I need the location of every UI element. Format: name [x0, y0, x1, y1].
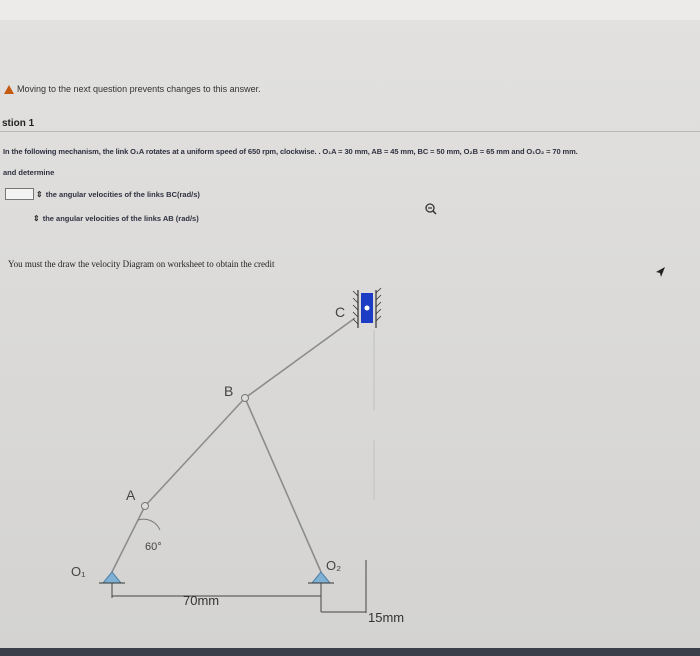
spinner-icon[interactable]: ⇕ — [36, 189, 43, 199]
subquestion-label: the angular velocities of the links AB (rad/s) — [42, 214, 199, 223]
warning-icon — [4, 85, 14, 94]
ground-support-o2 — [308, 572, 334, 583]
link-ab — [145, 398, 245, 506]
question-text: In the following mechanism, the link O₁A rotates at a uniform speed of 650 rpm, clockwise. . O₁A = 30 mm, AB = 45 mm, BC = 50 mm, O₂B = 65 mm and O₁O₂ = 70 mm. — [3, 147, 578, 156]
answer-input-bc[interactable] — [5, 188, 34, 200]
joint-a — [142, 503, 149, 510]
label-a: A — [126, 487, 136, 503]
slider-c — [353, 288, 381, 328]
link-o1a — [112, 506, 145, 572]
label-o1: O₁ — [71, 564, 86, 579]
link-o2b — [245, 398, 321, 572]
subquestion-bc — [5, 188, 200, 200]
joint-b — [242, 395, 249, 402]
warning-text: Moving to the next question prevents changes to this answer. — [17, 84, 261, 94]
angle-arc — [138, 519, 160, 530]
subquestion-label: the angular velocities of the links BC(rad/s) — [45, 189, 200, 199]
divider — [0, 131, 700, 132]
spinner-icon[interactable]: ⇕ — [33, 214, 40, 223]
bottom-bar — [0, 648, 700, 656]
label-o2: O₂ — [326, 558, 342, 573]
dimension-15mm: 15mm — [368, 610, 405, 625]
question-title: stion 1 — [2, 118, 35, 129]
navigation-warning — [4, 84, 261, 94]
label-c: C — [335, 304, 346, 320]
ground-support-o1 — [99, 572, 125, 583]
browser-top-bar — [0, 0, 700, 20]
dimension-70mm: 70mm — [183, 593, 220, 608]
mechanism-diagram — [0, 280, 700, 648]
determine-text: and determine — [3, 168, 55, 177]
angle-label: 60° — [145, 541, 162, 553]
link-bc — [245, 318, 355, 398]
zoom-out-icon[interactable] — [425, 203, 437, 215]
instruction-text: You must the draw the velocity Diagram on worksheet to obtain the credit — [8, 259, 275, 269]
subquestion-ab — [33, 214, 199, 223]
cursor-icon — [655, 266, 667, 278]
label-b: B — [224, 383, 234, 399]
